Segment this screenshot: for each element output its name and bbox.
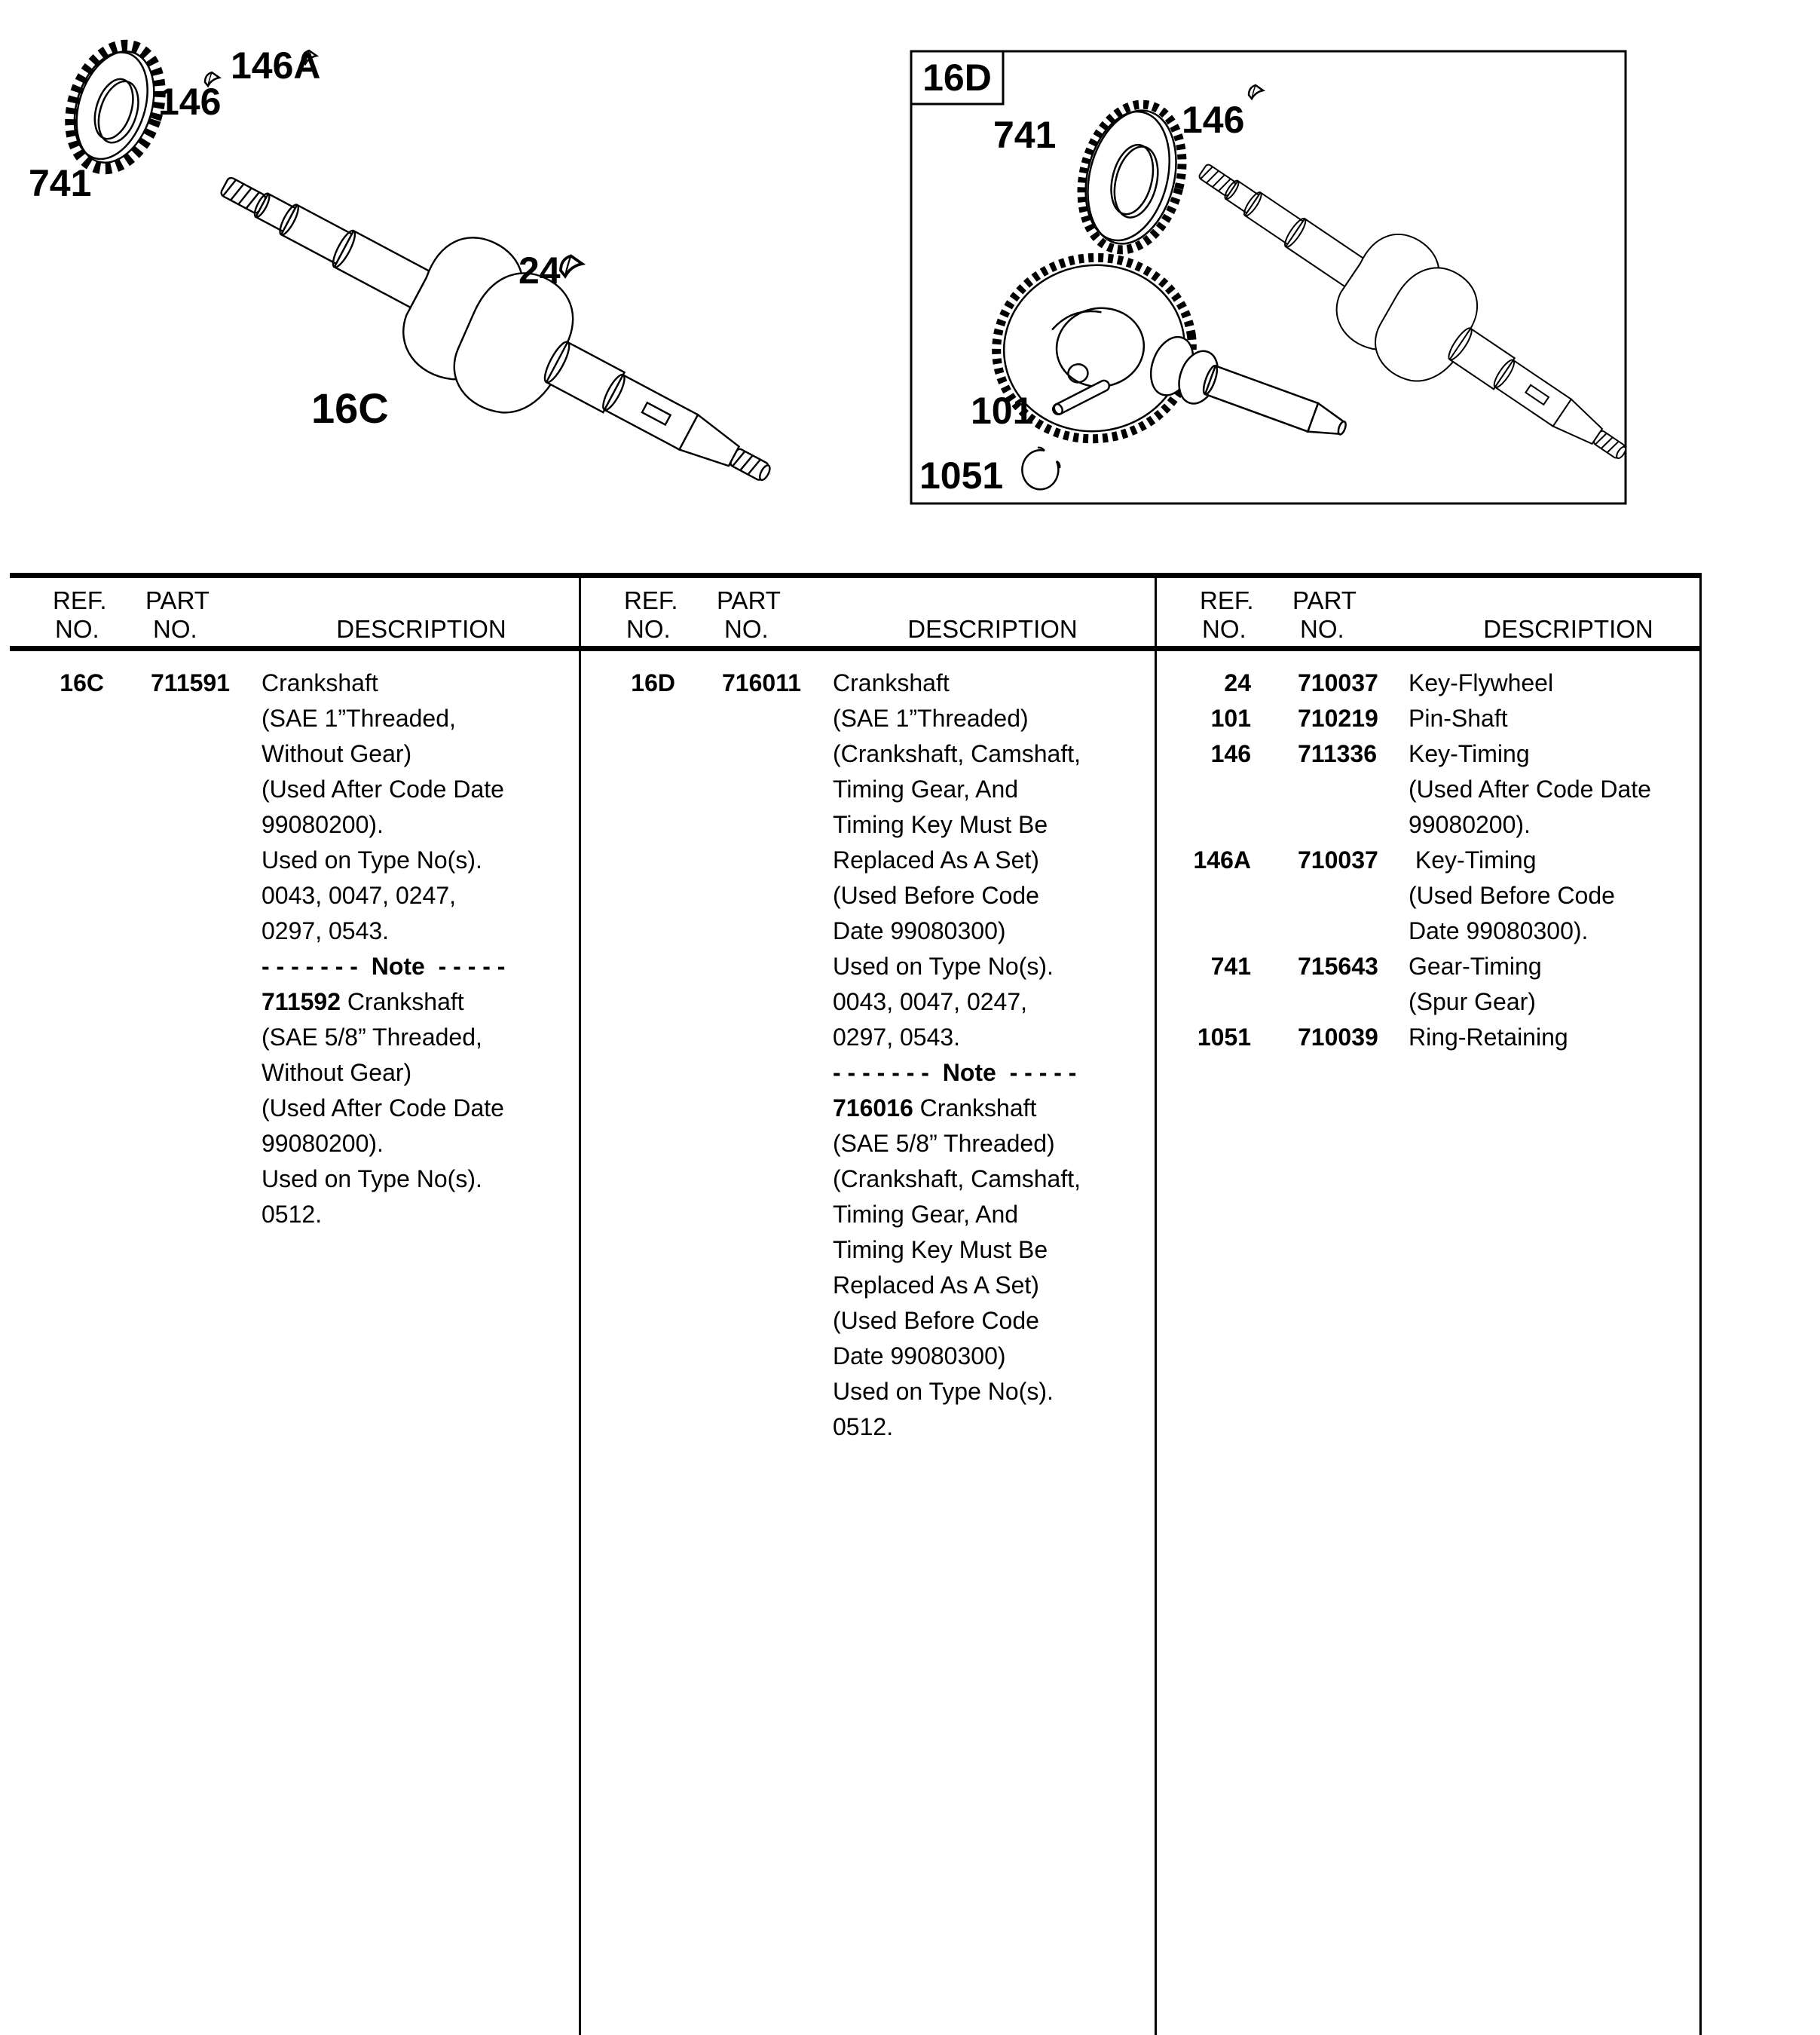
table-row <box>581 807 1139 843</box>
description-cell: Timing Key Must Be <box>833 811 1048 838</box>
table-row <box>10 1161 567 1197</box>
description-cell: Crankshaft <box>833 669 950 696</box>
description-cell: (SAE 5/8” Threaded, <box>262 1024 482 1051</box>
label-16c: 16C <box>311 384 389 432</box>
label-16d: 16D <box>922 57 992 99</box>
table-row <box>581 1303 1139 1339</box>
table-row <box>581 913 1139 949</box>
description-cell: - - - - - - - Note - - - - - <box>833 1059 1077 1086</box>
table-row <box>581 1232 1139 1268</box>
description-cell: Used on Type No(s). <box>833 1378 1054 1405</box>
column-header-description: DESCRIPTION <box>1483 615 1653 643</box>
ref-no-cell: 24 <box>1224 669 1251 696</box>
table-row <box>581 1020 1139 1055</box>
part-no-cell: 710037 <box>1298 669 1378 696</box>
description-cell: Gear-Timing <box>1409 953 1542 980</box>
label-146-left: 146 <box>158 81 222 123</box>
description-cell: 99080200). <box>1409 811 1531 838</box>
description-cell: 0512. <box>833 1413 894 1440</box>
description-cell: (SAE 5/8” Threaded) <box>833 1130 1055 1157</box>
table-row <box>581 1126 1139 1161</box>
ref-no-cell: 146A <box>1193 846 1251 874</box>
table-row <box>10 1020 567 1055</box>
parts-column-1 <box>10 666 567 1232</box>
table-row <box>581 701 1139 736</box>
description-cell: Date 99080300) <box>833 1342 1006 1369</box>
description-cell: (Used Before Code <box>833 1307 1039 1334</box>
table-row <box>10 1091 567 1126</box>
description-cell: Replaced As A Set) <box>833 846 1039 874</box>
table-row <box>581 1055 1139 1091</box>
part-no-cell: 711336 <box>1298 740 1378 767</box>
table-row <box>581 666 1139 701</box>
description-cell: Used on Type No(s). <box>262 846 482 874</box>
part-no-cell: 710219 <box>1298 705 1378 732</box>
description-cell: 0043, 0047, 0247, <box>833 988 1028 1015</box>
description-cell: Key-Flywheel <box>1409 669 1554 696</box>
table-row <box>1157 984 1714 1020</box>
column-header-text: PART <box>717 586 781 614</box>
column-header-text: REF. <box>624 586 678 614</box>
table-row <box>581 843 1139 878</box>
label-146a-left: 146A <box>231 44 321 87</box>
table-row <box>10 666 567 701</box>
description-cell: (Used After Code Date <box>262 776 504 803</box>
crankshaft-icon <box>189 118 803 540</box>
table-row <box>581 984 1139 1020</box>
description-cell: (SAE 1”Threaded, <box>262 705 456 732</box>
description-cell: (Used After Code Date <box>1409 776 1651 803</box>
description-cell: (Used Before Code <box>1409 882 1615 909</box>
timing-gear-icon <box>56 34 175 180</box>
table-row <box>10 843 567 878</box>
table-row <box>581 878 1139 913</box>
description-cell: Timing Gear, And <box>833 776 1019 803</box>
table-row <box>581 1268 1139 1303</box>
column-header-description: DESCRIPTION <box>907 615 1078 643</box>
table-row <box>10 913 567 949</box>
description-cell: 0043, 0047, 0247, <box>262 882 457 909</box>
column-header-text: PART <box>145 586 210 614</box>
table-row <box>10 1055 567 1091</box>
description-cell: Timing Gear, And <box>833 1201 1019 1228</box>
table-row <box>10 736 567 772</box>
table-row <box>10 701 567 736</box>
table-row <box>10 807 567 843</box>
table-row <box>1157 843 1714 878</box>
description-cell: Key-Timing <box>1409 740 1530 767</box>
description-cell: Date 99080300) <box>833 917 1006 944</box>
table-row <box>1157 878 1714 913</box>
timing-key-icon-right <box>1249 85 1263 99</box>
parts-column-3 <box>1157 666 1714 1055</box>
column-header-text: NO. <box>626 615 671 643</box>
table-header-rule <box>10 646 1702 651</box>
label-24: 24 <box>518 249 561 292</box>
table-row <box>581 949 1139 984</box>
description-cell: (Crankshaft, Camshaft, <box>833 740 1081 767</box>
description-cell: Pin-Shaft <box>1409 705 1508 732</box>
part-no-cell: 710039 <box>1298 1024 1378 1051</box>
description-cell: 0297, 0543. <box>262 917 390 944</box>
retaining-ring-icon <box>1022 448 1060 489</box>
part-no-cell: 710037 <box>1298 846 1378 874</box>
label-1051: 1051 <box>919 454 1004 497</box>
description-cell: Without Gear) <box>262 1059 412 1086</box>
description-cell: 711592 Crankshaft <box>262 988 464 1015</box>
table-row <box>1157 666 1714 701</box>
description-cell: 0512. <box>262 1201 323 1228</box>
description-cell: Key-Timing <box>1409 846 1537 874</box>
description-cell: Used on Type No(s). <box>262 1165 482 1192</box>
column-header-text: REF. <box>1200 586 1254 614</box>
ref-no-cell: 101 <box>1210 705 1251 732</box>
table-top-rule <box>10 573 1702 578</box>
table-row <box>1157 913 1714 949</box>
table-row <box>581 1374 1139 1409</box>
description-cell: Crankshaft <box>262 669 378 696</box>
flywheel-key-icon <box>561 256 583 277</box>
description-cell: 99080200). <box>262 811 384 838</box>
table-row <box>581 1161 1139 1197</box>
description-cell: Replaced As A Set) <box>833 1271 1039 1299</box>
description-cell: Timing Key Must Be <box>833 1236 1048 1263</box>
description-cell: (Used After Code Date <box>262 1094 504 1122</box>
ref-no-cell: 16C <box>60 669 104 696</box>
description-cell: 716016 Crankshaft <box>833 1094 1037 1122</box>
table-row <box>1157 736 1714 772</box>
table-row <box>10 949 567 984</box>
ref-no-cell: 741 <box>1210 953 1251 980</box>
label-741-left: 741 <box>29 162 92 204</box>
table-row <box>10 772 567 807</box>
table-row <box>581 1339 1139 1374</box>
table-row <box>1157 1020 1714 1055</box>
description-cell: (Crankshaft, Camshaft, <box>833 1165 1081 1192</box>
table-row <box>10 878 567 913</box>
description-cell: - - - - - - - Note - - - - - <box>262 953 506 980</box>
table-row <box>10 1126 567 1161</box>
description-cell: Ring-Retaining <box>1409 1024 1568 1051</box>
ref-no-cell: 146 <box>1210 740 1251 767</box>
description-cell: 99080200). <box>262 1130 384 1157</box>
column-header-description: DESCRIPTION <box>336 615 506 643</box>
description-cell: (Used Before Code <box>833 882 1039 909</box>
label-101: 101 <box>971 390 1034 432</box>
column-header-text: NO. <box>1202 615 1246 643</box>
table-row <box>1157 772 1714 807</box>
column-header-text: NO. <box>55 615 99 643</box>
part-no-cell: 715643 <box>1298 953 1378 980</box>
description-cell: Without Gear) <box>262 740 412 767</box>
description-cell: 0297, 0543. <box>833 1024 961 1051</box>
table-row <box>10 1197 567 1232</box>
table-row <box>10 984 567 1020</box>
crankshaft-icon-right <box>1168 118 1659 506</box>
column-header-text: NO. <box>153 615 197 643</box>
camshaft-icon <box>985 245 1356 457</box>
column-header-text: REF. <box>53 586 107 614</box>
column-header-text: PART <box>1292 586 1357 614</box>
table-row <box>1157 949 1714 984</box>
column-header-text: NO. <box>724 615 769 643</box>
description-cell: (Spur Gear) <box>1409 988 1536 1015</box>
table-row <box>581 1409 1139 1445</box>
table-row <box>581 736 1139 772</box>
timing-gear-icon-right <box>1067 93 1197 260</box>
label-741-right: 741 <box>993 114 1057 156</box>
table-row <box>581 1197 1139 1232</box>
ref-no-cell: 16D <box>631 669 675 696</box>
part-no-cell: 711591 <box>151 669 231 696</box>
table-row <box>581 1091 1139 1126</box>
ref-no-cell: 1051 <box>1197 1024 1251 1051</box>
description-cell: Date 99080300). <box>1409 917 1589 944</box>
table-row <box>1157 807 1714 843</box>
part-no-cell: 716011 <box>722 669 802 696</box>
column-header-text: NO. <box>1300 615 1344 643</box>
table-row <box>1157 701 1714 736</box>
table-row <box>581 772 1139 807</box>
parts-column-2 <box>581 666 1139 1445</box>
description-cell: (SAE 1”Threaded) <box>833 705 1029 732</box>
description-cell: Used on Type No(s). <box>833 953 1054 980</box>
label-146-right: 146 <box>1182 99 1245 141</box>
